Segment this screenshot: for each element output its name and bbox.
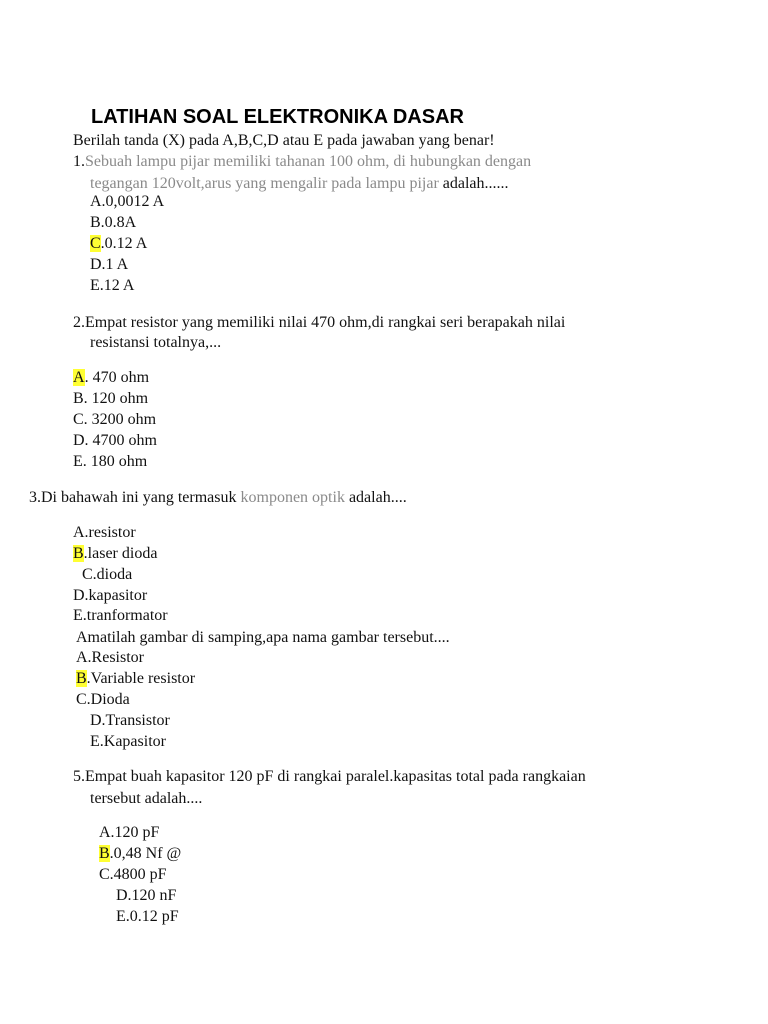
q3-option-a: A.resistor — [73, 524, 136, 541]
question-2-line-1: 2.Empat resistor yang memiliki nilai 470 ohm,di rangkai seri berapakah nilai — [73, 314, 566, 331]
q3-option-d: D.kapasitor — [73, 587, 148, 604]
q5-option-a: A.120 pF — [99, 824, 160, 841]
q1-option-b: B.0.8A — [90, 214, 137, 231]
answer-highlight: C — [90, 235, 101, 252]
instruction-text: Berilah tanda (X) pada A,B,C,D atau E pada jawaban yang benar! — [73, 132, 495, 149]
question-3-text: 3.Di bahawah ini yang termasuk — [29, 489, 241, 506]
q3-option-b-text: .laser dioda — [83, 545, 158, 562]
q2-option-b: B. 120 ohm — [73, 390, 149, 407]
q4-option-e: E.Kapasitor — [90, 733, 166, 750]
question-1-text-cont: tegangan 120volt,arus yang mengalir pada lampu pijar — [90, 175, 443, 192]
question-1-number: 1. — [73, 153, 85, 170]
question-3 — [29, 488, 407, 508]
question-3-gray-text: komponen optik — [240, 489, 345, 506]
answer-highlight: B — [99, 845, 110, 862]
question-5-line-1: 5.Empat buah kapasitor 120 pF di rangkai paralel.kapasitas total pada rangkaian — [73, 768, 586, 785]
q5-option-c: C.4800 pF — [99, 866, 167, 883]
answer-highlight: B — [76, 670, 87, 687]
q1-option-d: D.1 A — [90, 256, 129, 273]
q3-option-c: C.dioda — [82, 566, 133, 583]
q5-option-b — [99, 844, 181, 864]
question-1-line-1 — [73, 152, 531, 172]
q5-option-e: E.0.12 pF — [116, 908, 179, 925]
q5-option-d: D.120 nF — [116, 887, 177, 904]
question-1-text-end: adalah...... — [442, 175, 509, 192]
q4-option-d: D.Transistor — [90, 712, 170, 729]
q1-option-e: E.12 A — [90, 277, 135, 294]
q4-option-b — [76, 669, 195, 689]
question-3-text-end: adalah.... — [344, 489, 407, 506]
question-1-line-2 — [90, 174, 509, 194]
answer-highlight: B — [73, 545, 84, 562]
q1-option-c — [90, 234, 147, 254]
question-4: Amatilah gambar di samping,apa nama gambar tersebut.... — [76, 629, 450, 646]
q3-option-e: E.tranformator — [73, 607, 168, 624]
q2-option-e: E. 180 ohm — [73, 453, 148, 470]
q4-option-c: C.Dioda — [76, 691, 130, 708]
q4-option-b-text: .Variable resistor — [86, 670, 196, 687]
q2-option-a-text: . 470 ohm — [84, 369, 150, 386]
q1-option-a: A.0,0012 A — [90, 193, 165, 210]
answer-highlight: A — [73, 369, 85, 386]
q4-option-a: A.Resistor — [76, 649, 144, 666]
q2-option-a — [73, 368, 149, 388]
q5-option-b-text: .0,48 Nf @ — [109, 845, 182, 862]
question-2-line-2: resistansi totalnya,... — [90, 334, 222, 351]
question-1-text: Sebuah lampu pijar memiliki tahanan 100 ohm, di hubungkan dengan — [85, 153, 532, 170]
page-title: LATIHAN SOAL ELEKTRONIKA DASAR — [91, 106, 464, 128]
q3-option-b — [73, 544, 157, 564]
q2-option-c: C. 3200 ohm — [73, 411, 157, 428]
q2-option-d: D. 4700 ohm — [73, 432, 157, 449]
q1-option-c-text: .0.12 A — [100, 235, 148, 252]
question-5-line-2: tersebut adalah.... — [90, 790, 203, 807]
